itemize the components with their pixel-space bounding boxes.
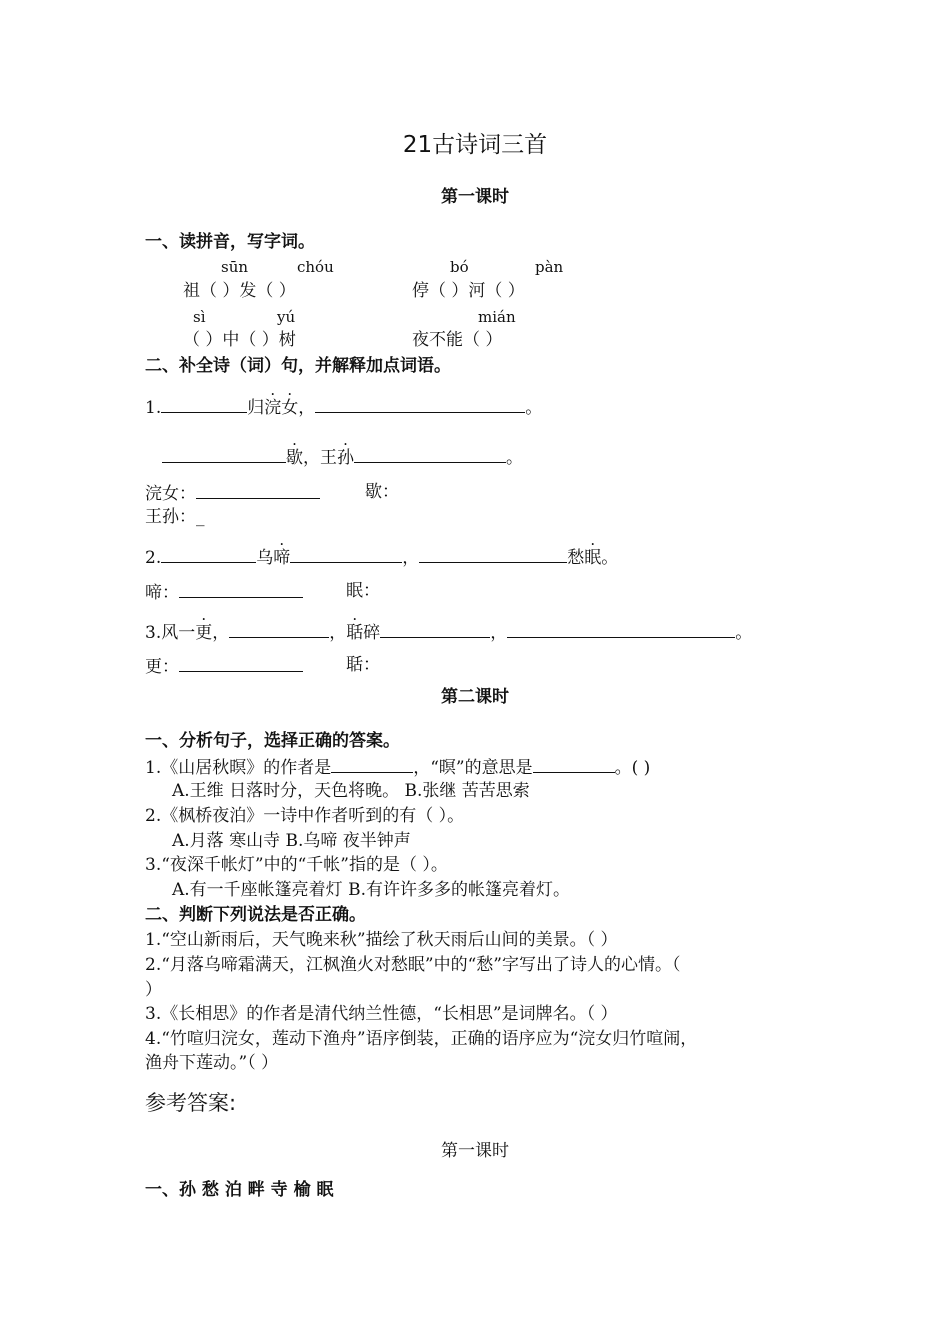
def-huannv: 浣女： (145, 481, 320, 505)
l2-q1-options: A.王维 日落时分，天色将晚。 B.张继 苦苦思索 (172, 781, 530, 801)
l2-q3: 3.“夜深千帐灯”中的“千帐”指的是（ ）。 (145, 855, 448, 875)
pinyin-mian: mián (478, 308, 516, 326)
def-geng: 更： (145, 654, 303, 678)
fill-row1a: 祖（ ）发（ ） (183, 281, 296, 301)
answers-title: 参考答案: (145, 1091, 237, 1115)
l2-q3-options: A.有一千座帐篷亮着灯 B.有许许多多的帐篷亮着灯。 (172, 880, 570, 900)
section1-heading: 一、读拼音，写字词。 (145, 232, 315, 252)
fill-row1b: 停（ ）河（ ） (412, 281, 525, 301)
pinyin-pan: pàn (535, 258, 564, 276)
l2-judge1: 1.“空山新雨后，天气晚来秋”描绘了秋天雨后山间的美景。（ ） (145, 930, 618, 950)
l2-judge2-cont: ） (145, 980, 162, 1000)
l2-judge2: 2.“月落乌啼霜满天，江枫渔火对愁眠”中的“愁”字写出了诗人的心情。（ (145, 955, 681, 975)
pinyin-yu: yú (277, 308, 296, 326)
l2-q1: 1.《山居秋暝》的作者是 ，“暝”的意思是 。( ) (145, 755, 650, 779)
section2-heading: 二、补全诗（词）句，并解释加点词语。 (145, 356, 451, 376)
l2-q2: 2.《枫桥夜泊》一诗中作者听到的有（ ）。 (145, 806, 465, 826)
l2-judge3: 3.《长相思》的作者是清代纳兰性德，“长相思”是词牌名。（ ） (145, 1004, 618, 1024)
pinyin-bo: bó (450, 258, 469, 276)
def-mian: 眠： (346, 581, 380, 601)
answers-section1: 一、孙 愁 泊 畔 寺 榆 眠 (145, 1180, 334, 1200)
lesson2-heading: 第二课时 (441, 687, 509, 707)
pinyin-chou: chóu (297, 258, 334, 276)
poem-q1-line2: 歇，王孙 。 (162, 445, 523, 469)
poem-q1-line1: 1. 归浣女， 。 (145, 395, 542, 419)
l2-section1-heading: 一、分析句子，选择正确的答案。 (145, 731, 400, 751)
l2-judge4-cont: 渔舟下莲动。”（ ） (145, 1053, 279, 1073)
poem-q2: 2. 乌啼 ， 愁眠。 (145, 545, 618, 569)
page-title: 21古诗词三首 (402, 132, 548, 158)
pinyin-si: sì (193, 308, 206, 326)
pinyin-sun: sūn (221, 258, 249, 276)
def-wangsun: 王孙：_ (145, 507, 205, 527)
fill-row2a: （ ）中（ ）树 (183, 330, 296, 350)
def-guo: 聒： (346, 655, 380, 675)
answers-lesson1-heading: 第一课时 (441, 1141, 509, 1161)
l2-section2-heading: 二、判断下列说法是否正确。 (145, 905, 366, 925)
l2-q2-options: A.月落 寒山寺 B.乌啼 夜半钟声 (172, 831, 411, 851)
l2-judge4: 4.“竹喧归浣女，莲动下渔舟”语序倒装，正确的语序应为“浣女归竹喧闹， (145, 1029, 698, 1049)
poem-q3: 3.风一更， ，聒碎 ， 。 (145, 620, 752, 644)
fill-row2b: 夜不能（ ） (412, 330, 503, 350)
lesson1-heading: 第一课时 (441, 187, 509, 207)
def-ti: 啼： (145, 580, 303, 604)
def-xie: 歇： (365, 482, 399, 502)
